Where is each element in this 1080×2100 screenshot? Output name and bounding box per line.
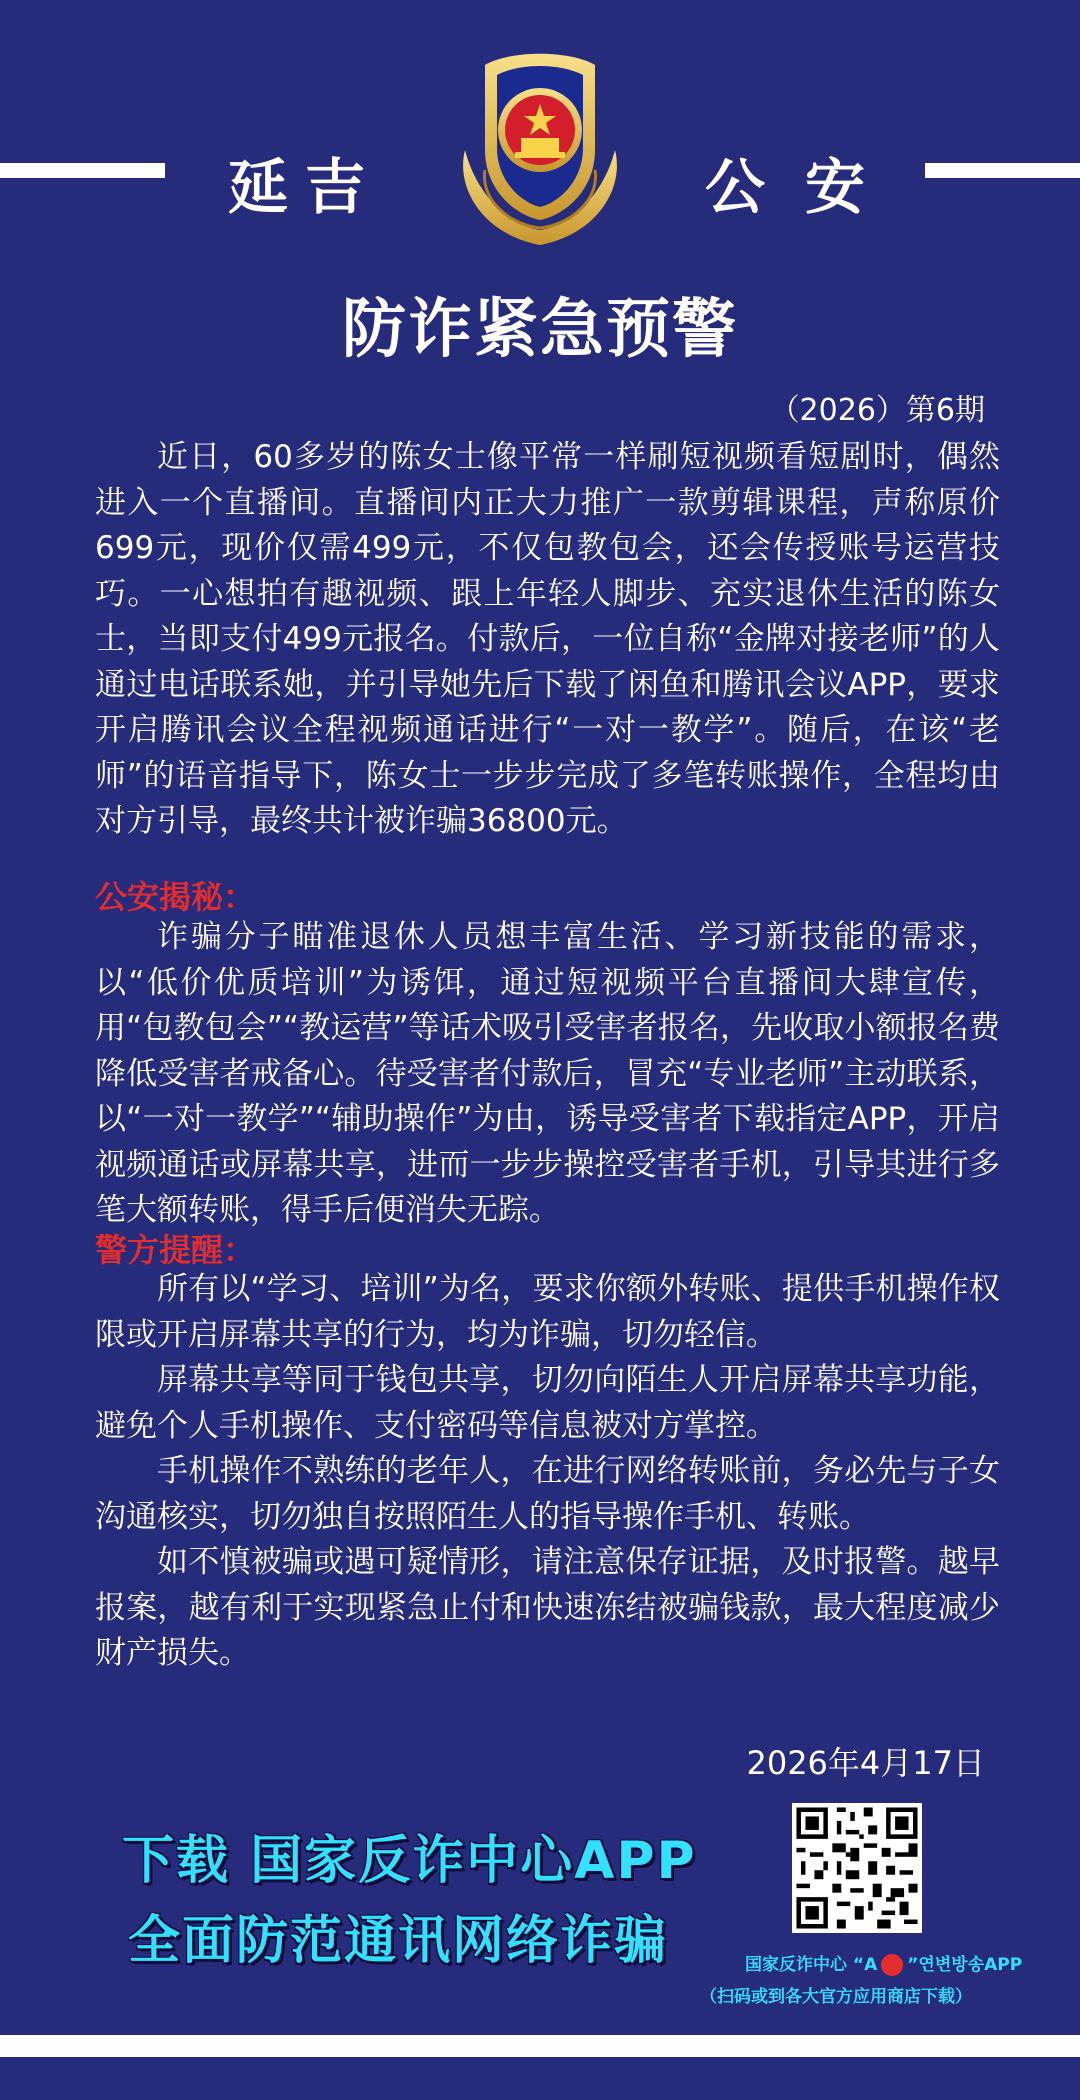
- section-heading-reminder: 警方提醒：: [95, 1231, 256, 1269]
- page-title: 防诈紧急预警: [342, 293, 738, 367]
- footer-stripe: [0, 2035, 1080, 2057]
- header-char-an: 安: [805, 153, 865, 223]
- header-char-ji: 吉: [305, 153, 365, 223]
- reminder-text: [95, 1267, 1000, 1677]
- header-char-gong: 公: [705, 153, 765, 223]
- reminder-paragraph-2: 屏幕共享等同于钱包共享，切勿向陌生人开启屏幕共享功能，避免个人手机操作、支付密码等信息被对方掌控。: [95, 1362, 1000, 1444]
- reminder-paragraph-4: 如不慎被骗或遇可疑情形，请注意保存证据，及时报警。越早报案，越有利于实现紧急止付和快速冻结被骗钱款，最大程度减少财产损失。: [95, 1544, 1000, 1671]
- reveal-text: [95, 915, 1000, 1234]
- police-emblem-icon: [425, 30, 655, 255]
- qr-code-icon[interactable]: [792, 1803, 922, 1933]
- qr-caption: [745, 1950, 1022, 1976]
- promo-line-1: 下载 国家反诈中心APP: [122, 1831, 697, 1891]
- section-heading-reveal: 公安揭秘：: [95, 878, 256, 916]
- qr-caption-left: 国家反诈中心 “A: [745, 1955, 878, 1975]
- header-stripe-right: [925, 163, 1080, 178]
- promo-line-2: 全面防范通讯网络诈骗: [128, 1911, 669, 1971]
- intro-text: [95, 435, 1000, 845]
- header-char-yan: 延: [228, 153, 288, 223]
- reminder-paragraph-1: 所有以“学习、培训”为名，要求你额外转账、提供手机操作权限或开启屏幕共享的行为，均为诈骗，切勿轻信。: [95, 1271, 1000, 1353]
- intro-paragraph: 近日，60多岁的陈女士像平常一样刷短视频看短剧时，偶然进入一个直播间。直播间内正大力推广一款剪辑课程，声称原价699元，现价仅需499元，不仅包教包会，还会传授账号运营技巧。一心想拍有趣视频、跟上年轻人脚步、充实退休生活的陈女士，当即支付499元报名。付款后，一位自称“金牌对接老师”的人通过电话联系她，并引导她先后下载了闲鱼和腾讯会议APP，要求开启腾讯会议全程视频通话进行“一对一教学”。随后，在该“老师”的语音指导下，陈女士一步步完成了多笔转账操作，全程均由对方引导，最终共计被诈骗36800元。: [95, 439, 1000, 839]
- qr-caption-right: ”연변방송APP: [907, 1955, 1023, 1975]
- header-stripe-left: [0, 163, 165, 178]
- reminder-paragraph-3: 手机操作不熟练的老年人，在进行网络转账前，务必先与子女沟通核实，切勿独自按照陌生人的指导操作手机、转账。: [95, 1453, 1000, 1535]
- publish-date: 2026年4月17日: [746, 1744, 985, 1782]
- qr-subcaption: （扫码或到各大官方应用商店下载）: [700, 1987, 972, 2007]
- reveal-paragraph: 诈骗分子瞄准退休人员想丰富生活、学习新技能的需求，以“低价优质培训”为诱饵，通过短视频平台直播间大肆宣传，用“包教包会”“教运营”等话术吸引受害者报名，先收取小额报名费降低受害者戒备心。待受害者付款后，冒充“专业老师”主动联系，以“一对一教学”“辅助操作”为由，诱导受害者下载指定APP，开启视频通话或屏幕共享，进而一步步操控受害者手机，引导其进行多笔大额转账，得手后便消失无踪。: [95, 919, 1000, 1228]
- issue-number: （2026）第6期: [769, 393, 985, 428]
- app-logo-icon: [881, 1954, 903, 1976]
